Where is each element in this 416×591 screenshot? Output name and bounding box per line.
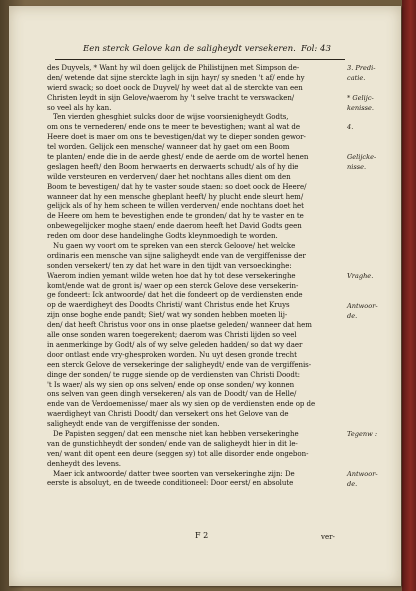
margin-note <box>347 94 399 102</box>
text-line: ven/ want dit opent een deure (seggen sy) tot alle disorder ende ongebon- <box>47 448 309 458</box>
margin-note <box>347 153 399 161</box>
header-rule <box>55 59 345 60</box>
text-line: Christen leydt in sijn Gelove/waerom hy 't selve tracht te verswacken/ <box>47 92 295 102</box>
margin-note <box>347 302 399 310</box>
margin-note-text: nisse. <box>347 163 367 171</box>
text-line: wilde versteuren en verderven/ daer het nochtans alles dient om den <box>47 171 291 181</box>
text-line: ordinaris een mensche van sijne saligheydt ende van de vergiffenisse der <box>47 250 306 260</box>
text-line: Ten vierden ghesghiet sulcks door de wijse voorsienigheydt Godts, <box>53 112 289 122</box>
margin-note <box>347 470 399 478</box>
text-line: 't Is waer/ als wy sien op ons selven/ ende op onse sonden/ wy konnen <box>47 379 295 389</box>
text-line: reden om door dese handelinghe Godts kleynmoedigh te worden. <box>47 231 278 241</box>
text-line: door ontlast ende vry-ghesproken worden. Nu uyt desen gronde trecht <box>47 349 297 359</box>
text-line: dinge der sonden/ te rugge siende op de verdiensten van Christi Doodt: <box>47 369 300 379</box>
margin-note-text: 4. <box>347 123 354 132</box>
text-line: komt/ende wat de gront is/ waer op een sterck Gelove dese versekerin- <box>47 280 299 290</box>
text-line: den/ dat heeft Christus voor ons in onse plaetse geleden/ wanneer dat hem <box>47 320 312 330</box>
margin-note-text: Tegenw : <box>347 430 378 439</box>
text-line: saligheydt ende van de vergiffenisse der sonden. <box>47 419 220 429</box>
text-line: denheydt des levens. <box>47 458 122 468</box>
folio-number: Fol: 43 <box>301 44 331 54</box>
text-line: van de gunstichheydt der sonden/ ende van de saligheydt hier in dit le- <box>47 438 298 448</box>
text-line: te planten/ ende die in de aerde ghest/ ende de aerde om de wortel henen <box>47 152 309 162</box>
text-line: Waerom indien yemant wilde weten hoe dat hy tot dese versekeringhe <box>47 270 296 280</box>
margin-note-text: de. <box>347 479 358 488</box>
signature-mark: F 2 <box>195 531 209 540</box>
book-spine-edge <box>402 0 416 591</box>
text-line: des Duyvels, * Want hy wil doen gelijck de Philistijnen met Simpson de- <box>47 63 300 72</box>
margin-note-text: kenisse. <box>347 103 375 112</box>
text-line: de Heere om hem te bevestighen ende te gronden/ dat hy te vaster en te <box>47 211 304 221</box>
text-line: alle onse sonden waren toegerekent; daerom was Christi lijden so veel <box>47 330 297 340</box>
margin-note-text: de. <box>347 311 358 320</box>
text-line: ende van de Verdoemenisse/ maer als wy sien op de verdiensten ende op de <box>47 399 316 409</box>
text-line: zijn onse boghe ende pandt; Siet/ wat wy sonden hebben moeten lij- <box>47 310 288 320</box>
text-line: tel worden. Gelijck een mensche/ wanneer dat hy gaet om een Boom <box>47 142 290 152</box>
margin-note-text: Gelijcke- <box>347 153 377 162</box>
margin-note-text: 3. Predi- <box>347 64 376 72</box>
text-line: Boom te bevestigen/ dat hy te vaster soude staen: so doet oock de Heere/ <box>47 181 307 191</box>
text-line: geslagen heeft/ den Boom herwaerts en derwaerts schudt/ als of hy die <box>47 161 299 171</box>
text-line: onbewegelijcker moghe staen/ ende daerom heeft het David Godts geen <box>47 221 302 231</box>
text-line: gelijck als of hy hem scheen te willen verderven/ ende nochtans doet het <box>47 201 304 211</box>
text-line: De Papisten seggen/ dat een mensche niet kan hebben versekeringhe <box>53 428 299 438</box>
margin-note <box>347 123 399 131</box>
body-text <box>47 63 345 488</box>
margin-note <box>347 480 399 488</box>
text-line: Heere doet is maer om ons te bevestigen/dat wy te dieper sonden gewor- <box>47 132 306 142</box>
book-page <box>9 6 401 586</box>
margin-note-text: Antwoor- <box>347 301 378 310</box>
text-line: so veel als hy kan. <box>47 102 112 112</box>
text-line: ge fondeert: Ick antwoorde/ dat het die fondeert op de verdiensten ende <box>47 290 303 300</box>
text-line: Nu gaen wy voort om te spreken van een sterck Geloove/ het welcke <box>53 241 296 251</box>
text-line: den/ wetende dat sijne sterckte lagh in sijn hayr/ sy sneden 't af/ ende hy <box>47 72 305 82</box>
running-title: Een sterck Gelove kan de saligheydt versekeren. <box>83 44 296 54</box>
margin-note <box>347 312 399 320</box>
text-line: op de waerdigheyt des Doodts Christi/ want Christus ende het Kruys <box>47 300 290 310</box>
text-line: eerste is absoluyt, en de tweede conditioneel: Door eerst/ en absolute <box>47 478 294 488</box>
text-line: wierd swack; so doet oock de Duyvel/ hy weet dat al de sterckte van een <box>47 82 303 92</box>
margin-note <box>347 163 399 171</box>
text-line: sonden versekert/ ten zy dat het ware in den tijdt van versoeckinghe: <box>47 260 292 270</box>
margin-note-text: Vraghe. <box>347 271 374 280</box>
text-line: in aenmerkinge by Godt/ als of wy selve geleden hadden/ so dat wy daer <box>47 339 303 349</box>
text-line: om ons te vernederen/ ende ons te meer te bevestighen; want al wat de <box>47 122 301 132</box>
margin-note-text: catie. <box>347 73 366 82</box>
text-line: ons selven van geen dingh versekeren/ als van de Doodt/ van de Helle/ <box>47 389 297 399</box>
margin-note-text: Antwoor- <box>347 469 378 478</box>
catchword: ver- <box>321 533 335 541</box>
margin-note <box>347 272 399 280</box>
margin-note-text: * Gelijc- <box>347 93 374 102</box>
margin-note <box>347 104 399 112</box>
text-line: wanneer dat hy een mensche gheplant heeft/ hy plucht ende sleurt hem/ <box>47 191 304 201</box>
text-line: een sterck Gelove de versekeringe der saligheydt/ ende van de vergiffenis- <box>47 359 312 369</box>
margin-note <box>347 74 399 82</box>
text-line: Maer ick antwoorde/ datter twee soorten van versekeringhe zijn: De <box>53 468 295 478</box>
margin-note <box>347 64 399 72</box>
running-header <box>9 44 401 60</box>
margin-note <box>347 430 399 438</box>
text-line: waerdigheyt van Christi Doodt/ dan versekert ons het Gelove van de <box>47 409 289 419</box>
